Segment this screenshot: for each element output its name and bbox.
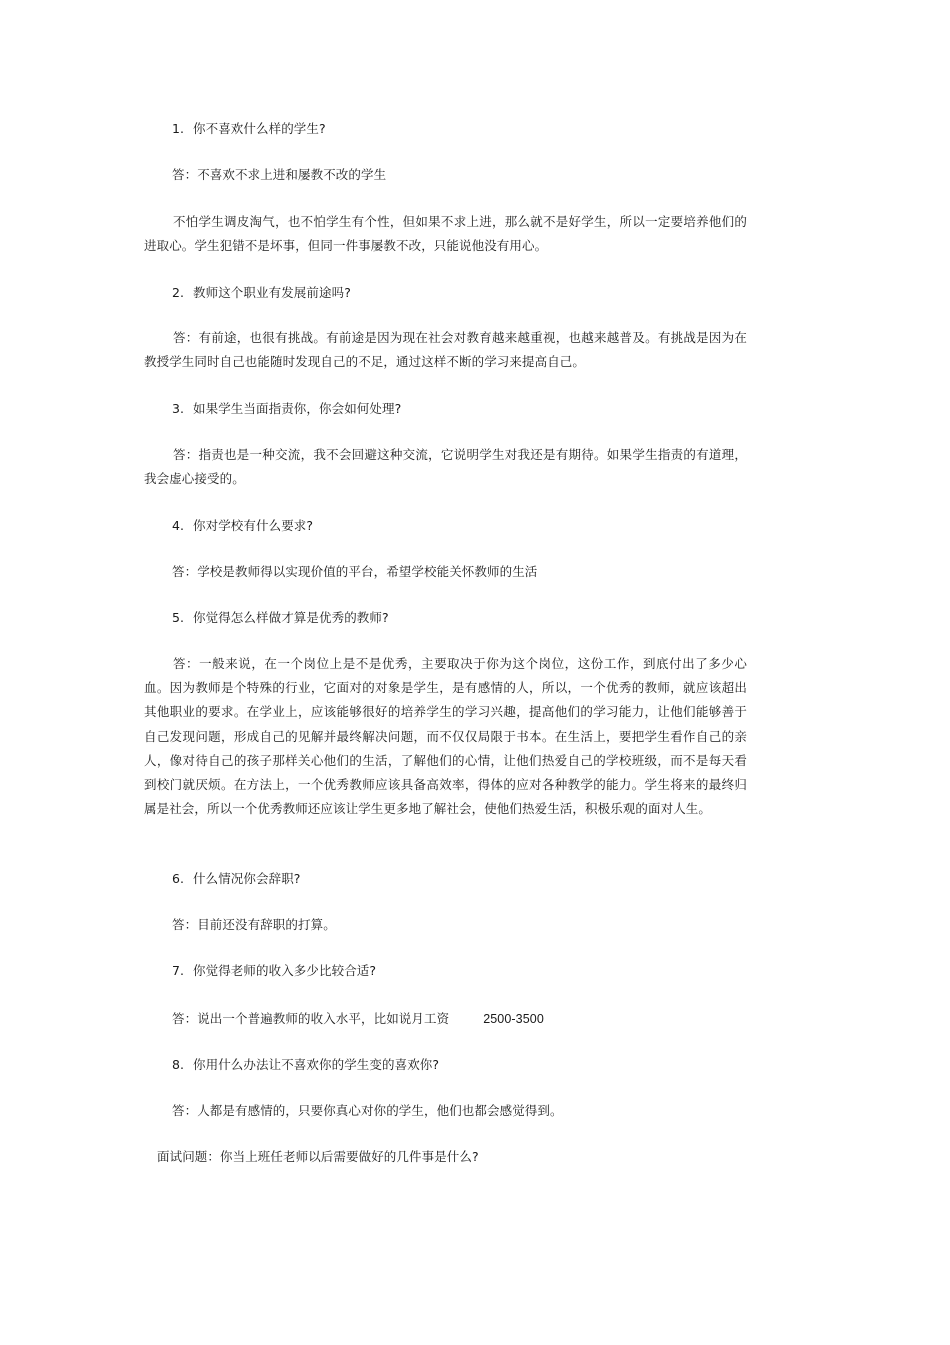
salary-range: 2500-3500 — [483, 1012, 544, 1026]
answer-3: 答：指责也是一种交流，我不会回避这种交流，它说明学生对我还是有期待。如果学生指责的有道理，我会虚心接受的。 — [144, 447, 747, 487]
question-number: 5. — [172, 610, 185, 625]
question-number: 3. — [172, 401, 185, 416]
question-number: 2. — [172, 285, 185, 300]
question-7 — [172, 963, 376, 979]
question-text: 什么情况你会辞职? — [193, 871, 301, 886]
question-5 — [172, 610, 389, 626]
question-text: 你不喜欢什么样的学生? — [193, 121, 326, 136]
question-4 — [172, 518, 313, 534]
question-1 — [172, 121, 326, 137]
answer-5: 答：一般来说，在一个岗位上是不是优秀，主要取决于你为这个岗位，这份工作，到底付出了多少心血。因为教师是个特殊的行业，它面对的对象是学生，是有感情的人，所以，一个优秀的教师，就应该超出其他职业的要求。在学业上，应该能够很好的培养学生的学习兴趣，提高他们的学习能力，让他们能够善于自己发现问题，形成自己的见解并最终解决问题，而不仅仅局限于书本。在生活上，要把学生看作自己的亲人，像对待自己的孩子那样关心他们的生活，了解他们的心情，让他们热爱自己的学校班级，而不是每天看到校门就厌烦。在方法上，一个优秀教师应该具备高效率，得体的应对各种教学的能力。学生将来的最终归属是社会，所以一个优秀教师还应该让学生更多地了解社会，使他们热爱生活，积极乐观的面对人生。 — [144, 656, 747, 817]
question-8 — [172, 1057, 439, 1073]
closing-question: 面试问题：你当上班任老师以后需要做好的几件事是什么? — [157, 1149, 479, 1164]
answer-4: 答：学校是教师得以实现价值的平台，希望学校能关怀教师的生活 — [172, 564, 538, 579]
question-text: 你对学校有什么要求? — [193, 518, 314, 533]
answer-text: 答：说出一个普遍教师的收入水平，比如说月工资 — [172, 1011, 450, 1026]
answer-6: 答：目前还没有辞职的打算。 — [172, 917, 336, 932]
question-number: 4. — [172, 518, 185, 533]
question-6 — [172, 871, 301, 887]
question-text: 你觉得怎么样做才算是优秀的教师? — [193, 610, 389, 625]
question-3 — [172, 401, 401, 417]
question-number: 6. — [172, 871, 185, 886]
answer-8: 答：人都是有感情的，只要你真心对你的学生，他们也都会感觉得到。 — [172, 1103, 563, 1118]
question-text: 你觉得老师的收入多少比较合适? — [193, 963, 377, 978]
answer-1: 答：不喜欢不求上进和屡教不改的学生 — [172, 167, 387, 182]
answer-7 — [172, 1011, 544, 1027]
question-2 — [172, 285, 351, 301]
answer-1-detail: 不怕学生调皮淘气，也不怕学生有个性，但如果不求上进，那么就不是好学生，所以一定要培养他们的进取心。学生犯错不是坏事，但同一件事屡教不改，只能说他没有用心。 — [144, 214, 747, 254]
question-text: 如果学生当面指责你，你会如何处理? — [193, 401, 402, 416]
question-text: 教师这个职业有发展前途吗? — [193, 285, 351, 300]
question-number: 8. — [172, 1057, 185, 1072]
question-number: 7. — [172, 963, 185, 978]
question-number: 1. — [172, 121, 185, 136]
answer-2: 答：有前途，也很有挑战。有前途是因为现在社会对教育越来越重视，也越来越普及。有挑战是因为在教授学生同时自己也能随时发现自己的不足，通过这样不断的学习来提高自己。 — [144, 330, 747, 370]
question-text: 你用什么办法让不喜欢你的学生变的喜欢你? — [193, 1057, 440, 1072]
